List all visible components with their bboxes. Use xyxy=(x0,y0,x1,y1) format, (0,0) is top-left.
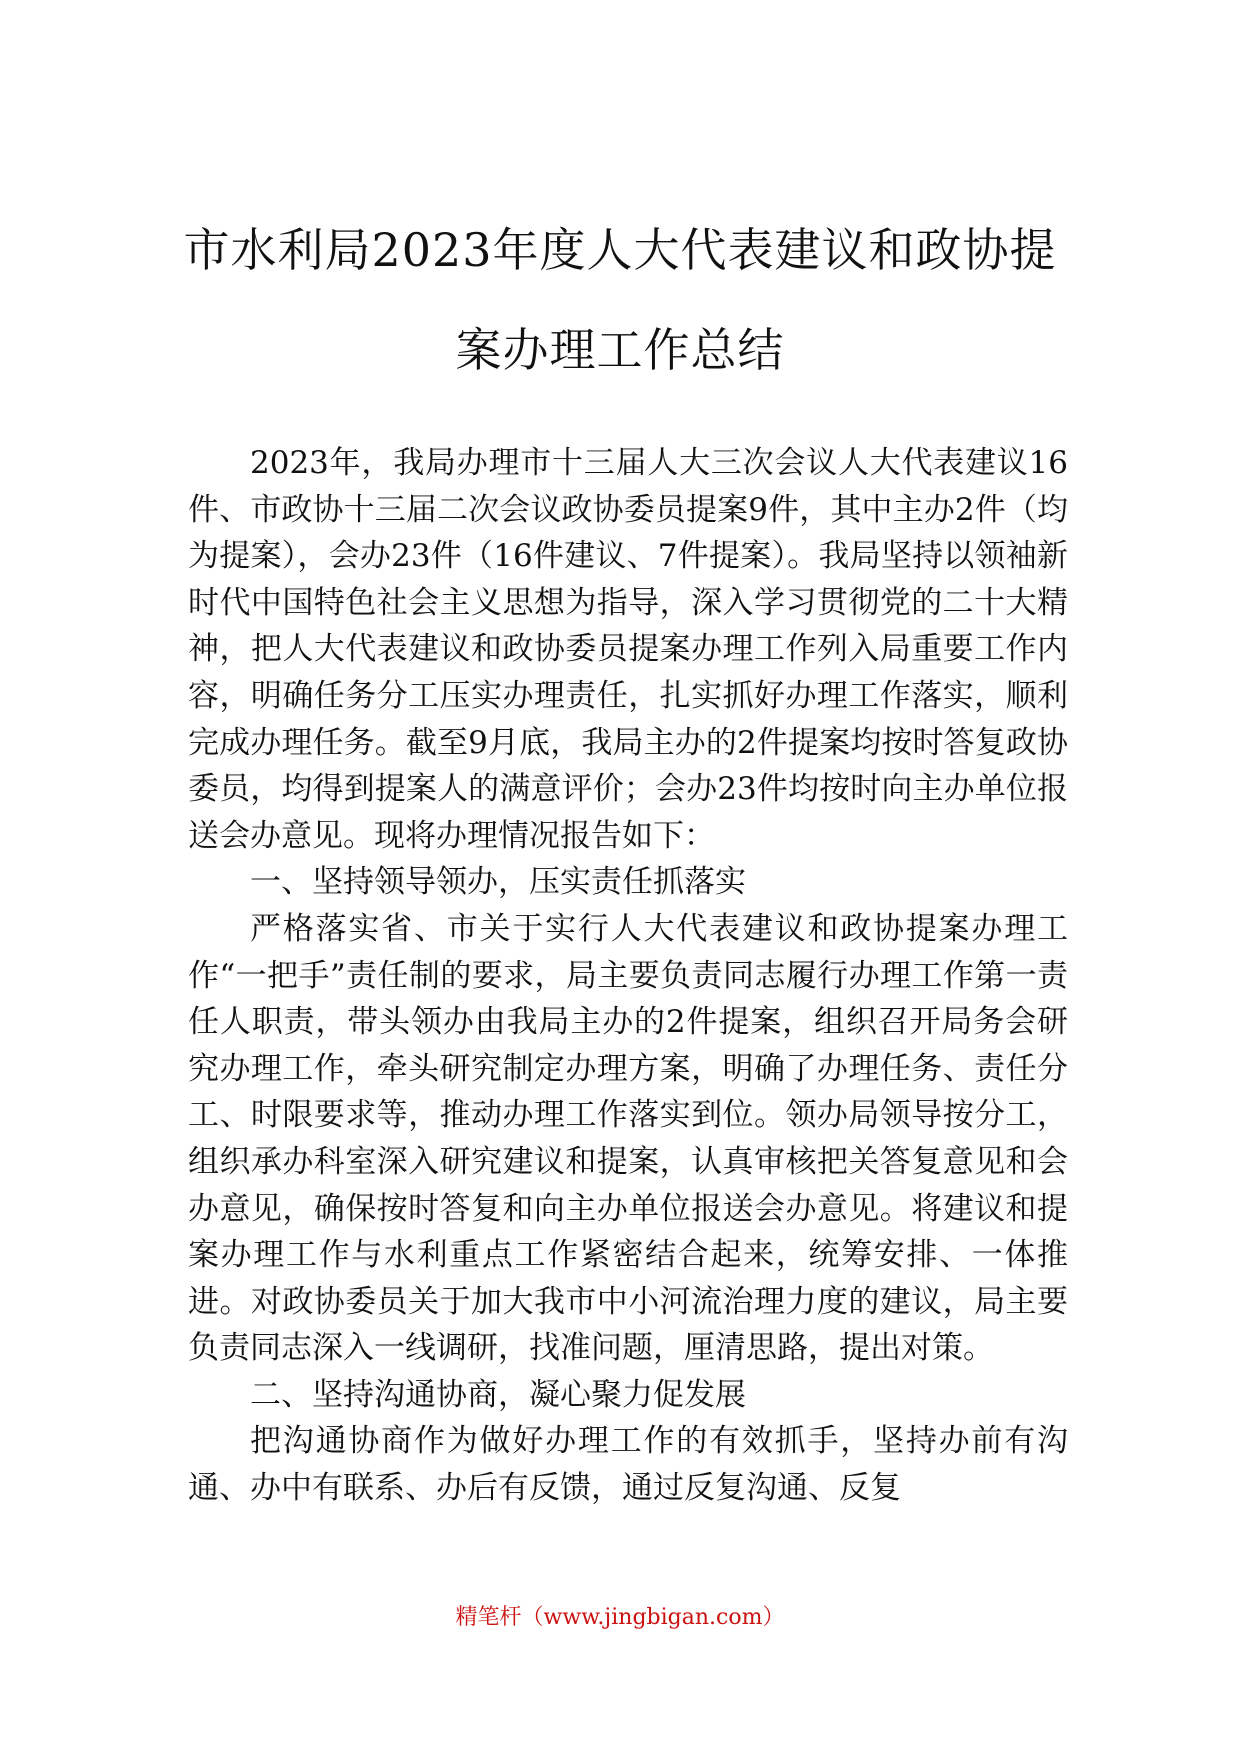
document-title xyxy=(140,200,1100,400)
section-2-paragraph: 把沟通协商作为做好办理工作的有效抓手，坚持办前有沟通、办中有联系、办后有反馈，通过反复沟通、反复 xyxy=(188,1423,1068,1507)
section-heading-2: 二、坚持沟通协商，凝心聚力促发展 xyxy=(250,1376,746,1413)
section-heading-1: 一、坚持领导领办，压实责任抓落实 xyxy=(250,864,746,901)
footer-watermark: 精笔杆（www.jingbigan.com） xyxy=(455,1605,785,1630)
section-1-paragraph: 严格落实省、市关于实行人大代表建议和政协提案办理工作“一把手”责任制的要求，局主要负责同志履行办理工作第一责任人职责，带头领办由我局主办的2件提案，组织召开局务会研究办理工作，牵头研究制定办理方案，明确了办理任务、责任分工、时限要求等，推动办理工作落实到位。领办局领导按分工，组织承办科室深入研究建议和提案，认真审核把关答复意见和会办意见，确保按时答复和向主办单位报送会办意见。将建议和提案办理工作与水利重点工作紧密结合起来，统筹安排、一体推进。对政协委员关于加大我市中小河流治理力度的建议，局主要负责同志深入一线调研，找准问题，厘清思路，提出对策。 xyxy=(188,910,1068,1367)
document-body xyxy=(188,440,1068,1512)
intro-paragraph: 2023年，我局办理市十三届人大三次会议人大代表建议16件、市政协十三届二次会议政协委员提案9件，其中主办2件（均为提案），会办23件（16件建议、7件提案）。我局坚持以领袖新时代中国特色社会主义思想为指导，深入学习贯彻党的二十大精神，把人大代表建议和政协委员提案办理工作列入局重要工作内容，明确任务分工压实办理责任，扎实抓好办理工作落实，顺利完成办理任务。截至9月底，我局主办的2件提案均按时答复政协委员，均得到提案人的满意评价；会办23件均按时向主办单位报送会办意见。现将办理情况报告如下： xyxy=(188,445,1068,854)
title-line-2: 案办理工作总结 xyxy=(455,323,785,377)
title-line-1: 市水利局2023年度人大代表建议和政协提 xyxy=(183,223,1057,277)
